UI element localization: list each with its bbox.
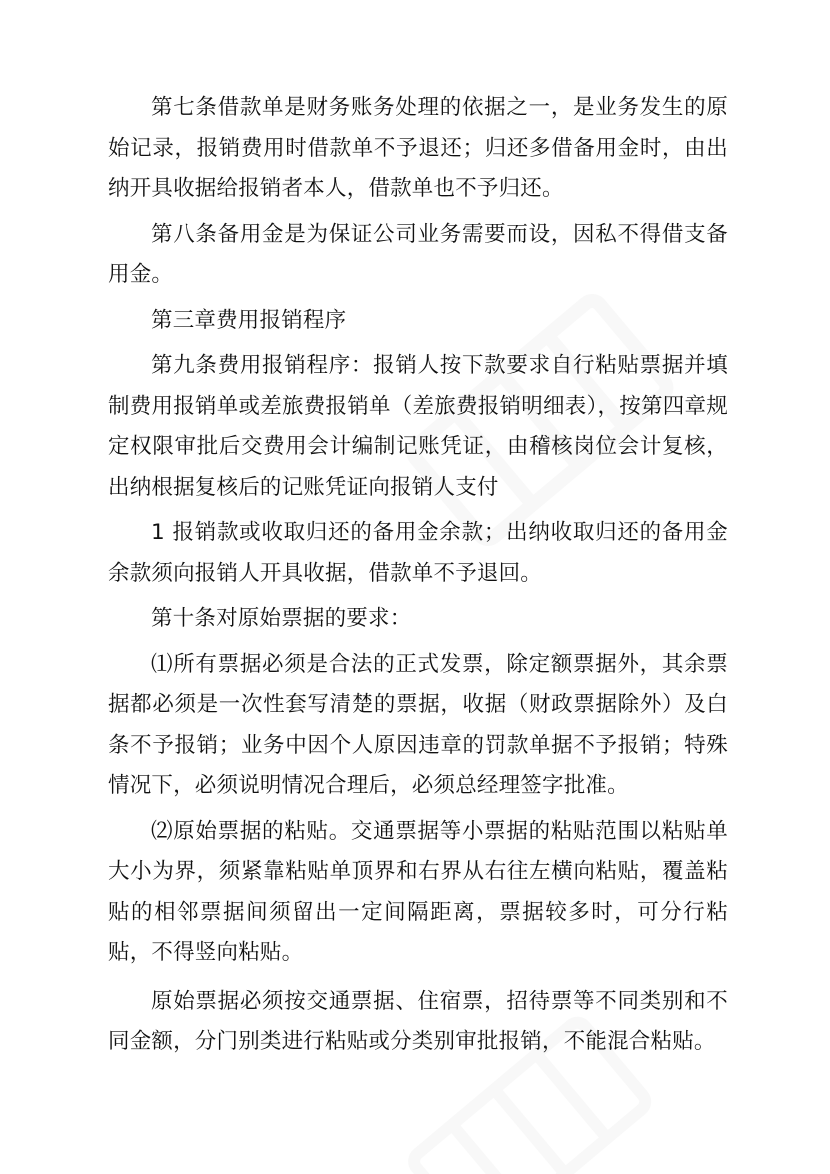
paragraph-article-7: 第七条借款单是财务账务处理的依据之一，是业务发生的原始记录，报销费用时借款单不予退还；归还多借备用金时，由出纳开具收据给报销者本人，借款单也不予归还。: [108, 95, 728, 201]
chapter-heading: 第三章费用报销程序: [151, 307, 347, 333]
paragraph-article-10: 第十条对原始票据的要求：: [151, 606, 412, 631]
paragraph-article-8: 第八条备用金是为保证公司业务需要而设，因私不得借支备用金。: [108, 221, 728, 287]
paragraph-classification: 原始票据必须按交通票据、住宿票，招待票等不同类别和不同金额，分门别类进行粘贴或分类别审批报销，不能混合粘贴。: [108, 988, 728, 1054]
paragraph-item-2-pasting: ⑵原始票据的粘贴。交通票据等小票据的粘贴范围以粘贴单大小为界，须紧靠粘贴单顶界和右界从右往左横向粘贴，覆盖粘贴的相邻票据间须留出一定间隔距离，票据较多时，可分行粘贴，不得竖向粘贴。: [108, 818, 728, 965]
paragraph-item-1: 1 报销款或收取归还的备用金余款；出纳收取归还的备用金余款须向报销人开具收据，借款单不予退回。: [108, 520, 728, 586]
document-body: [108, 88, 728, 1068]
paragraph-article-9: 第九条费用报销程序：报销人按下款要求自行粘贴票据并填制费用报销单或差旅费报销单（差旅费报销明细表），按第四章规定权限审批后交费用会计编制记账凭证，由稽核岗位会计复核，出纳根据复核后的记账凭证向报销人支付: [108, 353, 728, 500]
paragraph-item-1-invoices: ⑴所有票据必须是合法的正式发票，除定额票据外，其余票据都必须是一次性套写清楚的票据，收据（财政票据除外）及白条不予报销；业务中因个人原因违章的罚款单据不予报销；特殊情况下，必须说明情况合理后，必须总经理签字批准。: [108, 651, 728, 798]
